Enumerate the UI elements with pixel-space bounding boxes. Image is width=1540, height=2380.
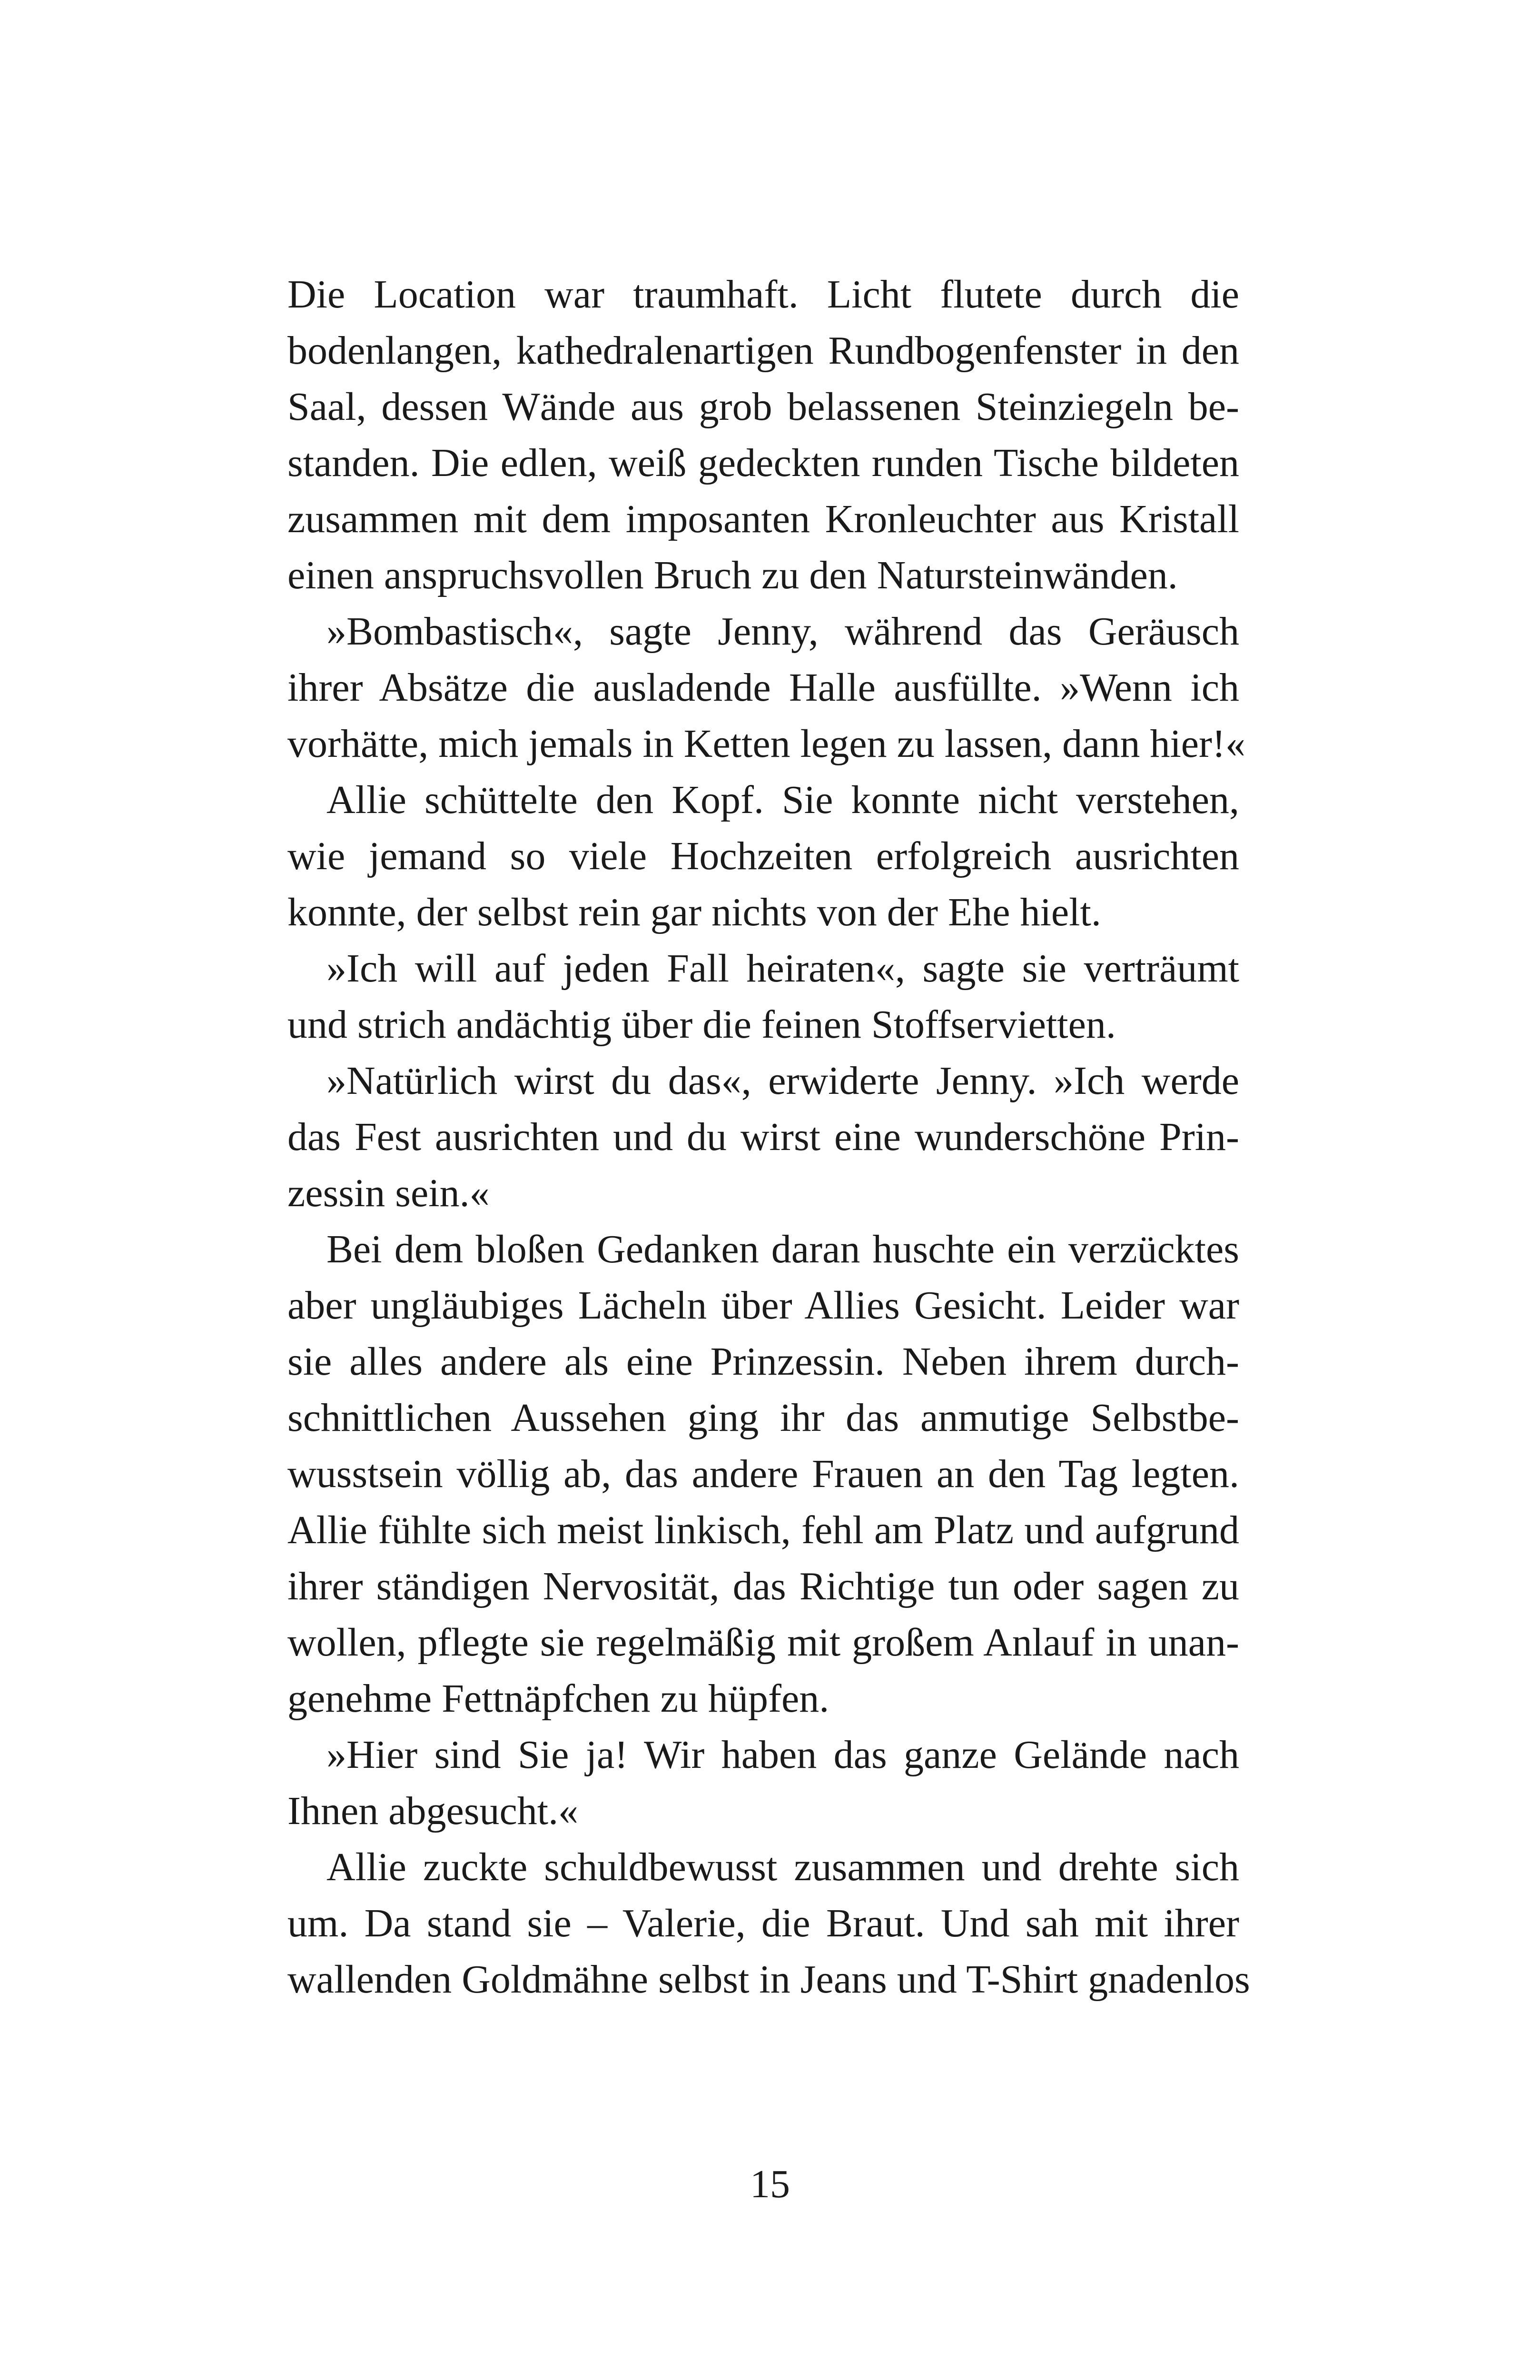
text-line: »Natürlich wirst du das«, erwiderte Jenny. »Ich werde	[326, 1059, 1239, 1103]
text-line: Ihnen abgesucht.«	[287, 1789, 579, 1833]
text-line: wie jemand so viele Hochzeiten erfolgreich ausrichten	[287, 834, 1239, 878]
text-line: ihrer Absätze die ausladende Halle ausfüllte. »Wenn ich	[287, 665, 1239, 710]
text-line: und strich andächtig über die feinen Stoffservietten.	[287, 1002, 1116, 1047]
body-text	[287, 267, 1250, 2008]
text-line: einen anspruchsvollen Bruch zu den Natursteinwänden.	[287, 553, 1178, 597]
text-line: Bei dem bloßen Gedanken daran huschte ein verzücktes	[326, 1227, 1239, 1271]
text-line: zessin sein.«	[287, 1171, 490, 1215]
text-line: standen. Die edlen, weiß gedeckten runden Tische bildeten	[287, 441, 1239, 485]
text-line: Die Location war traumhaft. Licht flutete durch die	[287, 272, 1239, 317]
text-line: sie alles andere als eine Prinzessin. Neben ihrem durch-	[287, 1339, 1239, 1384]
text-line: um. Da stand sie – Valerie, die Braut. Und sah mit ihrer	[287, 1901, 1239, 1945]
text-line: das Fest ausrichten und du wirst eine wunderschöne Prin-	[287, 1115, 1239, 1159]
text-line: »Ich will auf jeden Fall heiraten«, sagte sie verträumt	[326, 946, 1239, 991]
text-line: Allie schüttelte den Kopf. Sie konnte nicht verstehen,	[326, 778, 1239, 822]
text-line: Saal, dessen Wände aus grob belassenen Steinziegeln be-	[287, 385, 1239, 429]
text-line: aber ungläubiges Lächeln über Allies Gesicht. Leider war	[287, 1283, 1239, 1328]
text-line: schnittlichen Aussehen ging ihr das anmutige Selbstbe-	[287, 1396, 1239, 1440]
text-line: konnte, der selbst rein gar nichts von der Ehe hielt.	[287, 890, 1101, 934]
text-line: Allie zuckte schuldbewusst zusammen und drehte sich	[326, 1845, 1239, 1889]
text-line: Allie fühlte sich meist linkisch, fehl am Platz und aufgrund	[287, 1508, 1239, 1552]
text-line: »Hier sind Sie ja! Wir haben das ganze Gelände nach	[326, 1733, 1239, 1777]
text-line: wollen, pflegte sie regelmäßig mit großem Anlauf in unan-	[287, 1620, 1239, 1665]
text-line: zusammen mit dem imposanten Kronleuchter aus Kristall	[287, 497, 1239, 541]
text-line: bodenlangen, kathedralenartigen Rundbogenfenster in den	[287, 328, 1239, 373]
text-line: genehme Fettnäpfchen zu hüpfen.	[287, 1676, 829, 1721]
text-line: wallenden Goldmähne selbst in Jeans und T-Shirt gnadenlos	[287, 1957, 1250, 2002]
text-line: »Bombastisch«, sagte Jenny, während das Geräusch	[326, 609, 1239, 654]
text-line: ihrer ständigen Nervosität, das Richtige tun oder sagen zu	[287, 1564, 1239, 1608]
page-number: 15	[750, 2162, 790, 2206]
text-line: wusstsein völlig ab, das andere Frauen an den Tag legten.	[287, 1452, 1239, 1496]
text-line: vorhätte, mich jemals in Ketten legen zu lassen, dann hier!«	[287, 722, 1246, 766]
